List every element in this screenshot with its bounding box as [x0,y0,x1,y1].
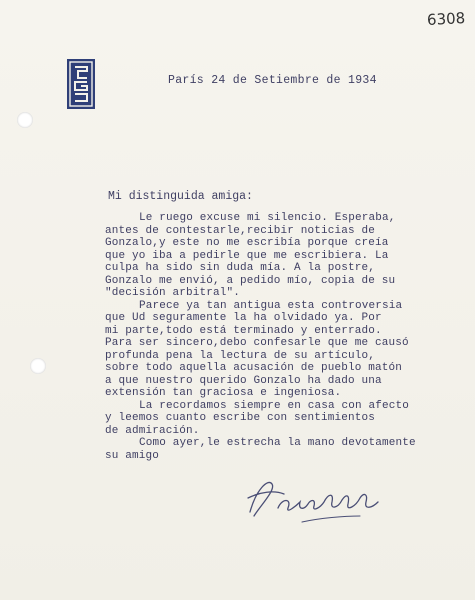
handwritten-signature [238,472,388,532]
body-line: Gonzalo me envió, a pedido mío, copia de su [105,274,396,287]
punch-hole-middle [30,358,46,374]
body-line: a que nuestro querido Gonzalo ha dado una [105,374,382,387]
archive-number: 6308 [426,9,466,29]
body-line: Como ayer,le estrecha la mano devotamente [139,437,416,449]
body-line: Le ruego excuse mi silencio. Esperaba, [139,212,396,224]
punch-hole-top [17,112,33,128]
body-line: mi parte,todo está terminado y enterrado. [105,324,382,337]
body-line: "decisión arbitral". [105,287,241,299]
body-line: profunda pena la lectura de su artículo, [105,349,376,362]
body-line: antes de contestarle,recibir noticias de [105,224,376,237]
body-line: extensión tan graciosa e ingeniosa. [105,387,342,399]
body-line: Gonzalo,y este no me escribía porque creía [105,237,389,249]
letter-body [105,212,450,462]
salutation: Mi distinguida amiga: [108,190,253,203]
body-line: que yo iba a pedirle que me escribiera. La [105,249,389,262]
body-line: sobre todo aquella acusación de pueblo matón [105,362,403,374]
body-line: su amigo [105,449,160,462]
body-line: y leemos cuanto escribe con sentimientos [105,412,376,424]
body-line: Para ser sincero,debo confesarle que me causó [105,337,409,349]
body-line: que Ud seguramente la ha olvidado ya. Por [105,312,382,324]
place-date: París 24 de Setiembre de 1934 [168,74,377,87]
body-line: Parece ya tan antigua esta controversia [139,299,403,312]
body-line: culpa ha sido sin duda mía. A la postre, [105,262,376,274]
letterhead-logo-icon [66,58,96,110]
body-line: La recordamos siempre en casa con afecto [139,399,410,412]
body-line: de admiración. [105,424,200,437]
